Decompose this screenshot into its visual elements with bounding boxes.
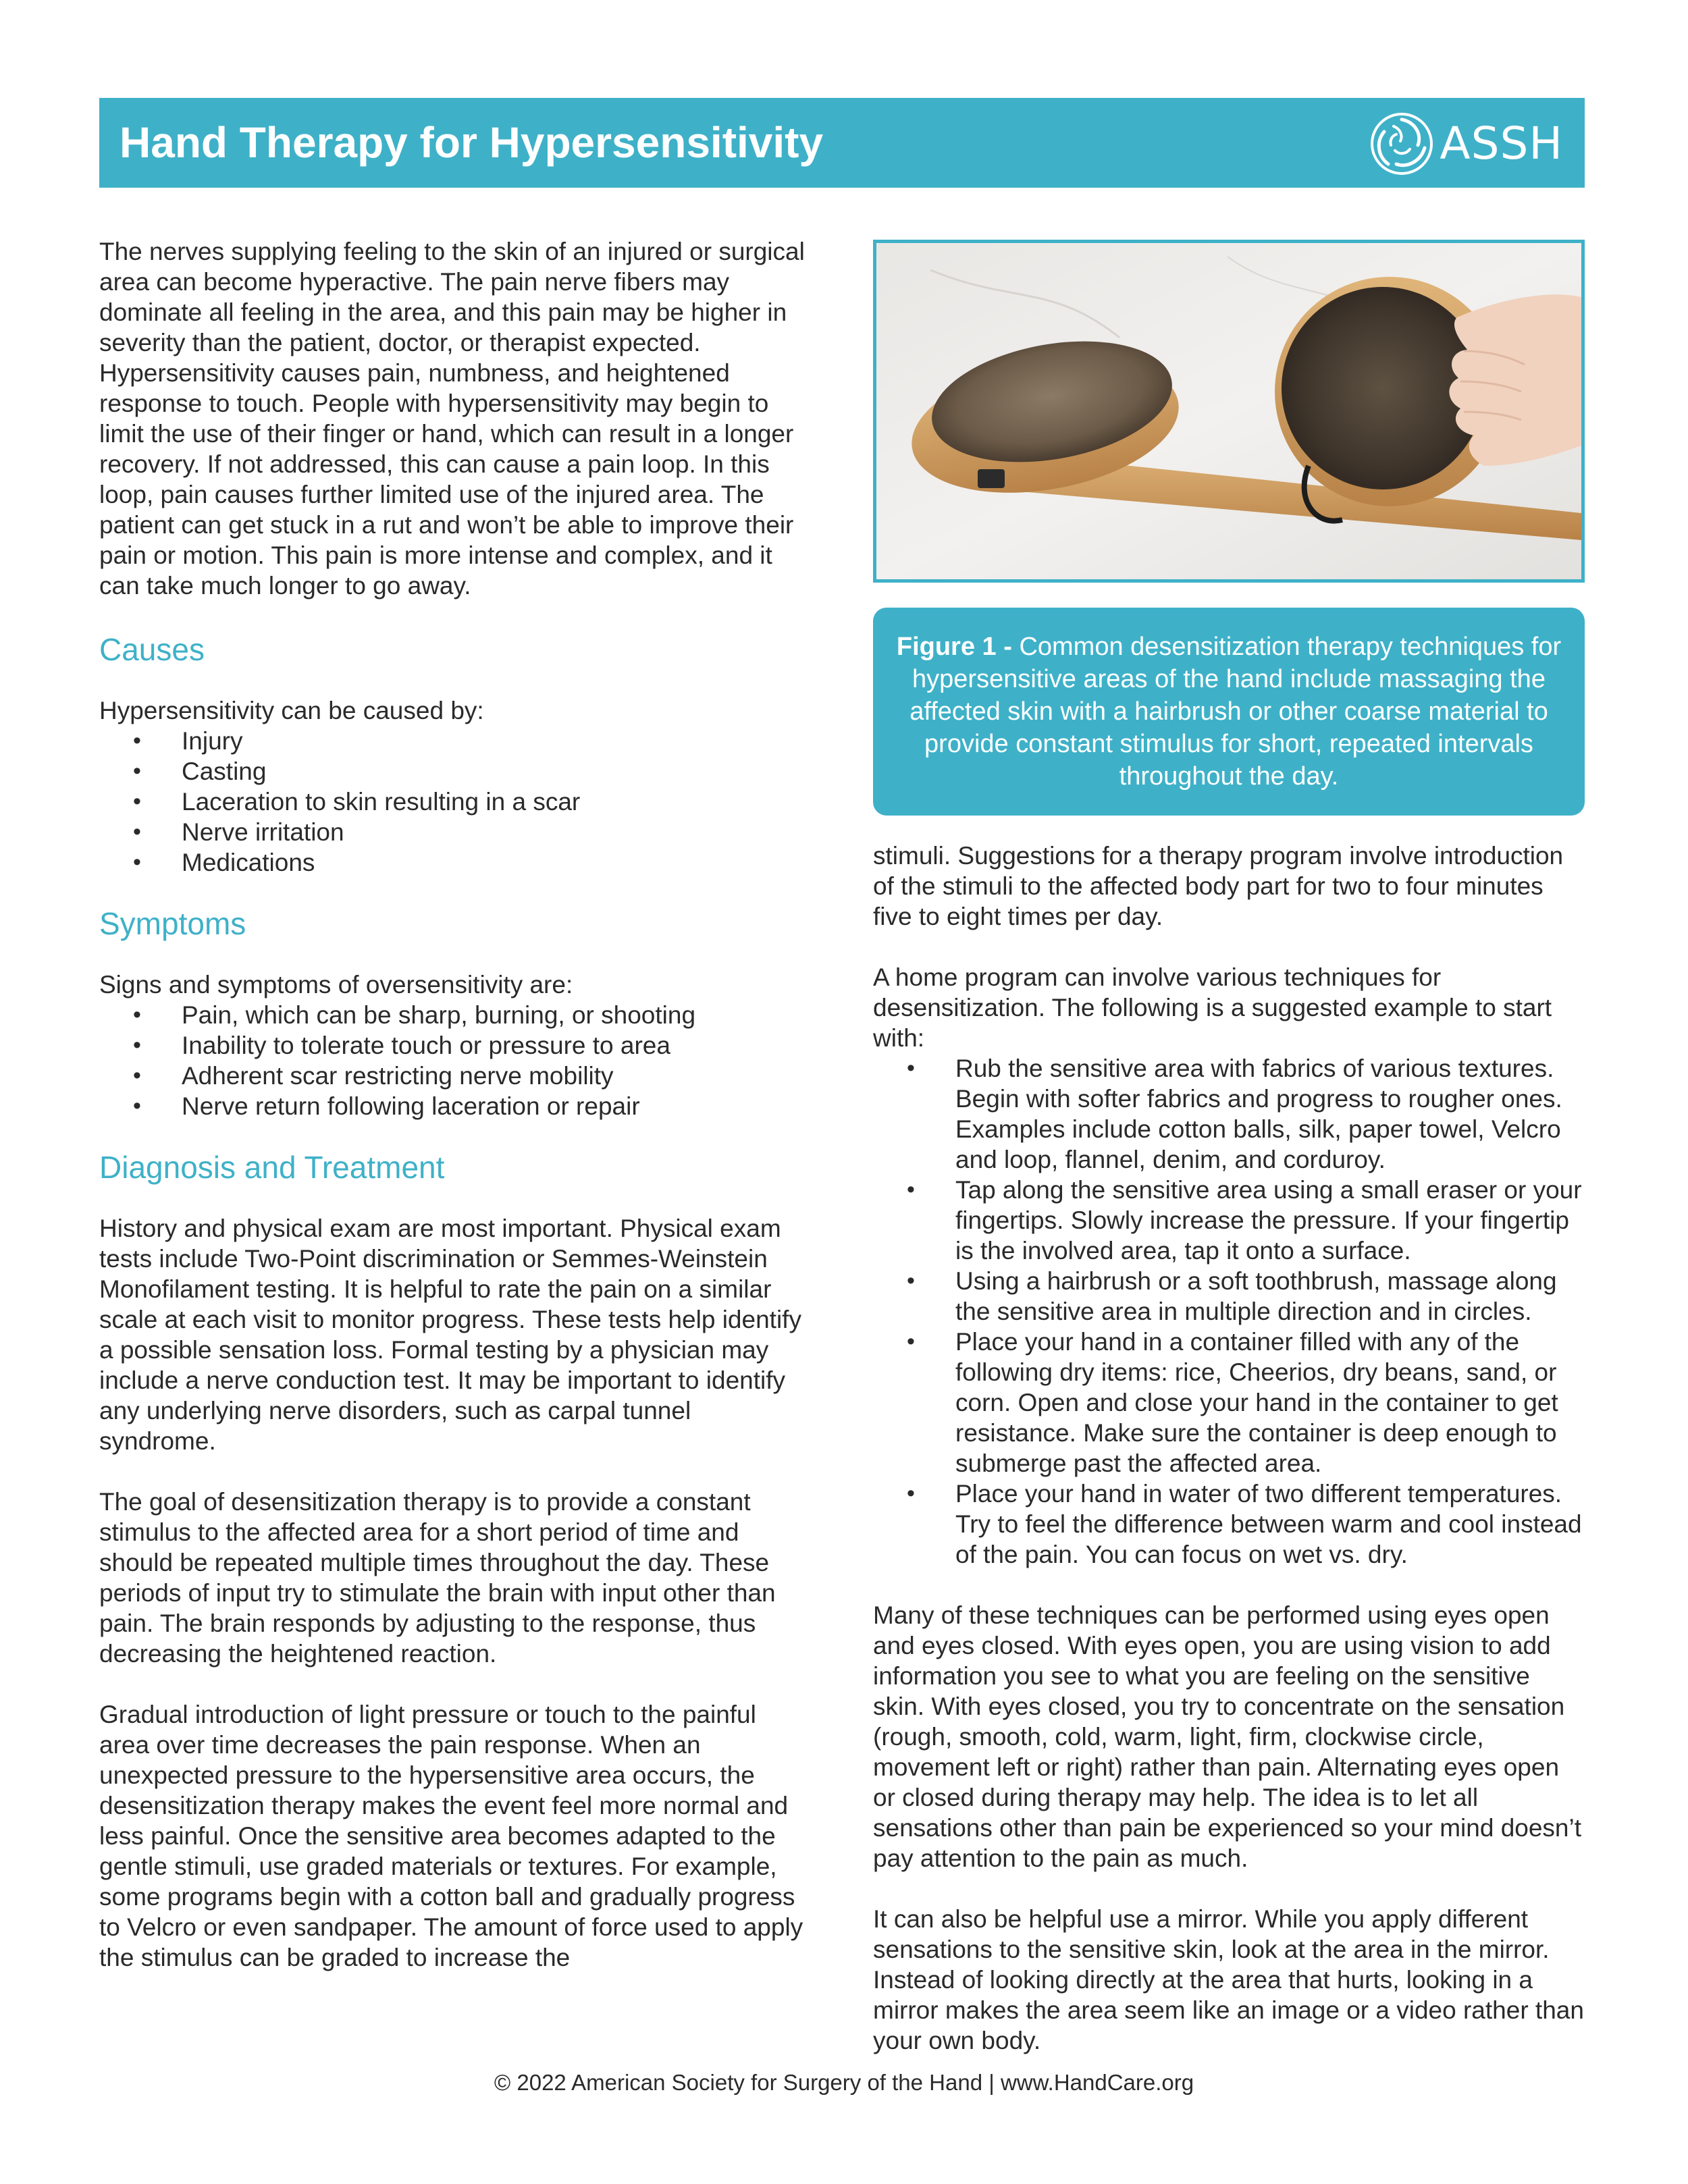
left-column <box>99 236 808 1973</box>
symptoms-list <box>99 1000 808 1121</box>
list-item: • Place your hand in a container filled with any of the following dry items: rice, Cheerios, dry beans, sand, or corn. Open and close your hand in the container to get resistance. Make sure the container is deep enough to submerge past the affected area. <box>873 1327 1585 1479</box>
list-item: • Injury <box>99 726 808 756</box>
header-banner <box>99 98 1585 188</box>
diagnosis-heading: Diagnosis and Treatment <box>99 1150 445 1185</box>
intro-paragraph: The nerves supplying feeling to the skin of an injured or surgical area can become hyperactive. The pain nerve fibers may dominate all feeling in the area, and this pain may be higher in severity than the patient, doctor, or therapist expected. Hypersensitivity causes pain, numbness, and heightened response to touch. People with hypersensitivity may begin to limit the use of their finger or hand, which can result in a longer recovery. If not addressed, this can cause a pain loop. In this loop, pain causes further limited use of the injured area. The patient can get stuck in a rut and won’t be able to improve their pain or motion. This pain is more intense and complex, and it can take much longer to go away. <box>99 238 805 600</box>
list-item: • Pain, which can be sharp, burning, or shooting <box>99 1000 808 1030</box>
causes-list <box>99 726 808 878</box>
list-item: • Adherent scar restricting nerve mobility <box>99 1061 808 1091</box>
causes-lead: Hypersensitivity can be caused by: <box>99 697 484 724</box>
figure-photo <box>873 240 1585 583</box>
home-program-list <box>873 1053 1585 1570</box>
assh-swirl-icon <box>1368 110 1435 178</box>
list-item: • Place your hand in water of two different temperatures. Try to feel the difference between warm and cool instead of the pain. You can focus on wet vs. dry. <box>873 1479 1585 1570</box>
right-paragraph-3: Many of these techniques can be performed using eyes open and eyes closed. With eyes open, you are using vision to add information you see to what you are feeling on the sensitive skin. With eyes closed, you try to concentrate on the sensation (rough, smooth, cold, warm, light, firm, clockwise circle, movement left or right) rather than pain. Alternating eyes open or closed during therapy may help. The idea is to let all sensations other than pain be experienced so your mind doesn’t pay attention to the pain as much. <box>873 1601 1582 1872</box>
figure-caption <box>873 608 1585 816</box>
right-paragraph-1: stimuli. Suggestions for a therapy program involve introduction of the stimuli to the affected body part for two to four minutes five to eight times per day. <box>873 842 1564 930</box>
list-item: • Laceration to skin resulting in a scar <box>99 787 808 817</box>
right-paragraph-4: It can also be helpful use a mirror. While you apply different sensations to the sensitive skin, look at the area in the mirror. Instead of looking directly at the area that hurts, looking in a mirror makes the area seem like an image or a video rather than your own body. <box>873 1905 1584 2054</box>
list-item: • Casting <box>99 756 808 787</box>
list-item: • Nerve return following laceration or repair <box>99 1091 808 1121</box>
right-column <box>873 841 1585 2056</box>
footer-copyright: © 2022 American Society for Surgery of the Hand | www.HandCare.org <box>494 2070 1194 2095</box>
list-item: • Rub the sensitive area with fabrics of various textures. Begin with softer fabrics and progress to rougher ones. Examples include cotton balls, silk, paper towel, Velcro and loop, flannel, denim, and corduroy. <box>873 1053 1585 1175</box>
right-paragraph-2: A home program can involve various techniques for desensitization. The following is a suggested example to start with: <box>873 963 1552 1052</box>
diagnosis-section <box>99 1147 808 1973</box>
figure-caption-text: Common desensitization therapy techniques for hypersensitive areas of the hand include massaging the affected skin with a hairbrush or other coarse material to provide constant stimulus for short, repeated intervals throughout the day. <box>909 633 1562 791</box>
list-item: • Using a hairbrush or a soft toothbrush, massage along the sensitive area in multiple direction and in circles. <box>873 1266 1585 1327</box>
diagnosis-paragraph-1: History and physical exam are most important. Physical exam tests include Two-Point discrimination or Semmes-Weinstein Monofilament testing. It is helpful to rate the pain on a similar scale at each visit to monitor progress. These tests help identify a possible sensation loss. Formal testing by a physician may include a nerve conduction test. It may be important to identify any underlying nerve disorders, such as carpal tunnel syndrome. <box>99 1215 801 1455</box>
list-item: • Tap along the sensitive area using a small eraser or your fingertips. Slowly increase the pressure. If your fingertip is the involved area, tap it onto a surface. <box>873 1175 1585 1266</box>
symptoms-heading: Symptoms <box>99 906 246 941</box>
diagnosis-paragraph-3: Gradual introduction of light pressure or touch to the painful area over time decreases the pain response. When an unexpected pressure to the hypersensitive area occurs, the desensitization therapy makes the event feel more normal and less painful. Once the sensitive area becomes adapted to the gentle stimuli, use graded materials or textures. For example, some programs begin with a cotton ball and gradually progress to Velcro or even sandpaper. The amount of force used to apply the stimulus can be graded to increase the <box>99 1701 803 1971</box>
brushes-illustration <box>876 243 1581 579</box>
figure-label: Figure 1 - <box>896 633 1012 661</box>
symptoms-section <box>99 903 808 1121</box>
symptoms-lead: Signs and symptoms of oversensitivity are: <box>99 971 573 998</box>
causes-heading: Causes <box>99 632 205 667</box>
list-item: • Inability to tolerate touch or pressure to area <box>99 1030 808 1061</box>
page-title: Hand Therapy for Hypersensitivity <box>120 118 824 167</box>
logo-text: ASSH <box>1440 117 1563 169</box>
list-item: • Medications <box>99 847 808 878</box>
diagnosis-paragraph-2: The goal of desensitization therapy is to provide a constant stimulus to the affected area for a short period of time and should be repeated multiple times throughout the day. These periods of input try to stimulate the brain with input other than pain. The brain responds by adjusting to the response, thus decreasing the heightened reaction. <box>99 1488 776 1668</box>
causes-section <box>99 629 808 878</box>
assh-logo <box>1368 110 1563 178</box>
list-item: • Nerve irritation <box>99 817 808 847</box>
